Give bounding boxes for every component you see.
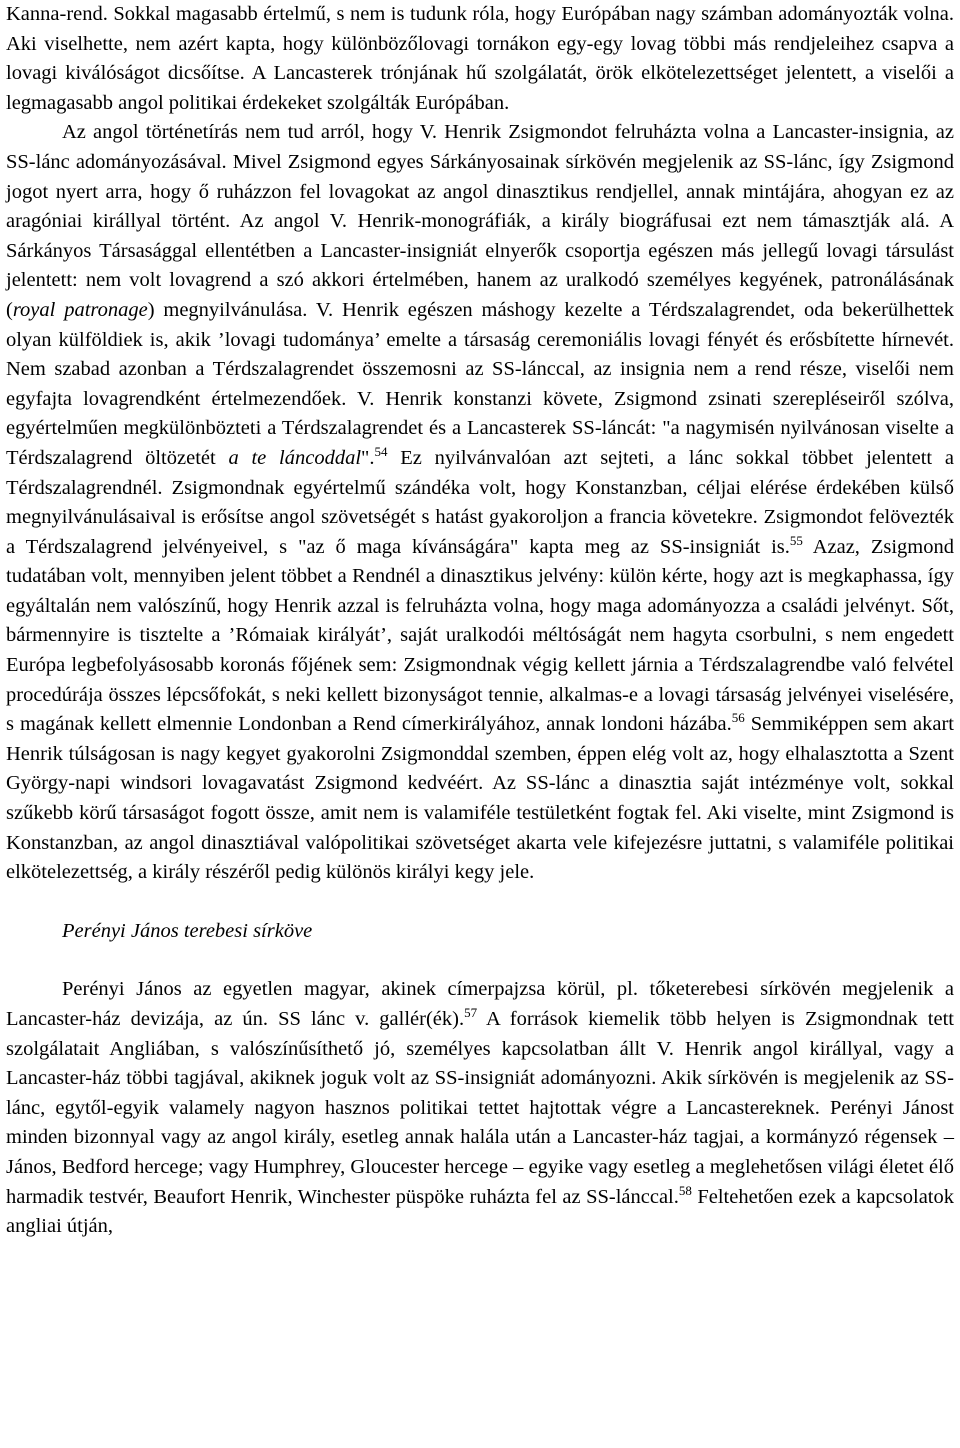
spacer bbox=[6, 946, 954, 975]
paragraph-sigismund-ss-collar bbox=[6, 118, 954, 887]
footnote-ref-57[interactable]: 57 bbox=[464, 1005, 478, 1021]
paragraph-text: A források kiemelik több helyen is Zsigmondnak tett szolgálatait Angliában, s valószínűsíthető jó, személyes kapcsolatban állt V. Henrik angol királlyal, vagy a Lancaster-ház többi tagjával, akiknek joguk volt az SS-insigniát adományozni. Akik sírkövén is megjelenik az SS-lánc, egytől-egyik valamely nagyon hasznos politikai tettet hajtottak végre a Lancastereknek. Perényi Jánost minden bizonnyal vagy az angol király, esetleg annak halála után a Lancaster-ház tagjai, a kormányzó régensek – János, Bedford hercege; vagy Humphrey, Gloucester hercege – egyike vagy esetleg a meglehetősen világi életet élő harmadik testvér, Beaufort Henrik, Winchester püspöke ruházta fel az SS-lánccal. bbox=[6, 1008, 954, 1208]
footnote-ref-55[interactable]: 55 bbox=[789, 532, 803, 548]
paragraph-text: ". bbox=[361, 446, 375, 469]
footnote-ref-54[interactable]: 54 bbox=[374, 444, 388, 460]
italic-quote: a te láncoddal bbox=[228, 446, 362, 469]
footnote-ref-58[interactable]: 58 bbox=[678, 1182, 692, 1198]
document-page bbox=[6, 0, 954, 1242]
paragraph-perenyi bbox=[6, 975, 954, 1241]
paragraph-text: Semmiképpen sem akart Henrik túlságosan is nagy kegyet gyakorolni Zsigmonddal szemben, éppen elég volt az, hogy elhalasztotta a Szent György-napi windsori lovagavatást Zsigmond kedvéért. Az SS-lánc a dinasztia saját intézménye volt, sokkal szűkebb körű társaságot fogott össze, amit nem is valamiféle testületként fogtak fel. Aki viselte, mint Zsigmond is Konstanzban, az angol dinasztiával valópolitikai szövetséget akarta vele kifejezésre juttatni, s valamiféle politikai elkötelezettség, a király részéről pedig különös királyi kegy jele. bbox=[6, 713, 954, 884]
italic-term: royal patronage bbox=[12, 298, 148, 321]
paragraph-text: Az angol történetírás nem tud arról, hogy V. Henrik Zsigmondot felruházta volna a Lancaster-insignia, az SS-lánc adományozásával. Mivel Zsigmond egyes Sárkányosainak sírkövén megjelenik az SS-lánc, így Zsigmond jogot nyert arra, hogy ő ruházzon fel lovagokat az angol dinasztikus rendjellel, annak mintájára, ahogyan ez az aragóniai királlyal történt. Az angol V. Henrik-monográfiák, a király biográfusai ezt nem támasztják alá. A Sárkányos Társasággal ellentétben a Lancaster-insigniát elnyerők csoportja egészen más jellegű lovagi társulást jelentett: nem volt lovagrend a szó akkori értelmében, hanem az uralkodó személyes kegyének, patronálásának ( bbox=[6, 121, 954, 321]
paragraph-text: Kanna-rend. Sokkal magasabb értelmű, s nem is tudunk róla, hogy Európában nagy számban adományozták volna. Aki viselhette, nem azért kapta, hogy különbözőlovagi tornákon egy-egy lovag többi más rendjeleihez csapva a lovagi kiválóságot dicsőítse. A Lancasterek trónjának hű szolgálatát, örök elkötelezettséget jelentett, a viselői a legmagasabb angol politikai érdekeket szolgálták Európában. bbox=[6, 3, 954, 114]
paragraph-continuation bbox=[6, 0, 954, 118]
footnote-ref-56[interactable]: 56 bbox=[731, 710, 745, 726]
paragraph-text: Perényi János az egyetlen magyar, akinek címerpajzsa körül, pl. tőketerebesi sírkövén megjelenik a Lancaster-ház devizája, az ún. SS lánc v. gallér(ék). bbox=[6, 978, 954, 1030]
paragraph-text: ) megnyilvánulása. V. Henrik egészen máshogy kezelte a Térdszalagrendet, oda bekerülhettek olyan külföldiek is, akik ’lovagi tudománya’ emelte a társaság ceremoniális lovagi fényét és erősbítette hírnevét. Nem szabad azonban a Térdszalagrendet összemosni az SS-lánccal, az insignia nem a rend része, viselői nem egyfajta lovagrendként értelmezendőek. V. Henrik konstanzi követe, Zsigmond zsinati szerepléseiről szólva, egyértelműen megkülönbözteti a Térdszalagrendet és a Lancasterek SS-láncát: "a nagymisén nyilvánosan viselte a Térdszalagrend öltözetét bbox=[6, 298, 954, 469]
paragraph-text: Ez nyilvánvalóan azt sejteti, a lánc sokkal többet jelentett a Térdszalagrendnél. Zsigmondnak egyértelmű szándéka volt, hogy Konstanzban, céljai elérése érdekében külső megnyilvánulásaival is erősítse angol szövetségét s hatást gyakoroljon a francia követekre. Zsigmondot felövezték a Térdszalagrend jelvényeivel, s "az ő maga kívánságára" kapta meg az SS-insigniát is. bbox=[6, 446, 954, 558]
paragraph-text: Azaz, Zsigmond tudatában volt, mennyiben jelent többet a Rendnél a dinasztikus jelvény: külön kérte, hogy azt is megkaphassa, így egyáltalán nem valószínű, hogy Henrik azzal is felruházta volna, hogy maga adományozza a családi jelvényt. Sőt, bármennyire is tisztelte a ’Rómaiak királyát’, saját uralkodói méltóságát nem hagyta csorbulni, s nem engedett Európa legbefolyásosabb koronás főjének sem: Zsigmondnak végig kellett járnia a Térdszalagrendbe való felvétel procedúrája összes lépcsőfokát, s neki kellett bizonyságot tennie, alkalmas-e a lovagi társaság jelvényei viselésére, s magának kellett elmennie Londonban a Rend címerkirályához, annak londoni házába. bbox=[6, 535, 954, 736]
section-heading: Perényi János terebesi sírköve bbox=[62, 919, 313, 942]
paragraph-text: Feltehetően ezek a kapcsolatok angliai útján, bbox=[6, 1185, 954, 1238]
spacer bbox=[6, 888, 954, 917]
